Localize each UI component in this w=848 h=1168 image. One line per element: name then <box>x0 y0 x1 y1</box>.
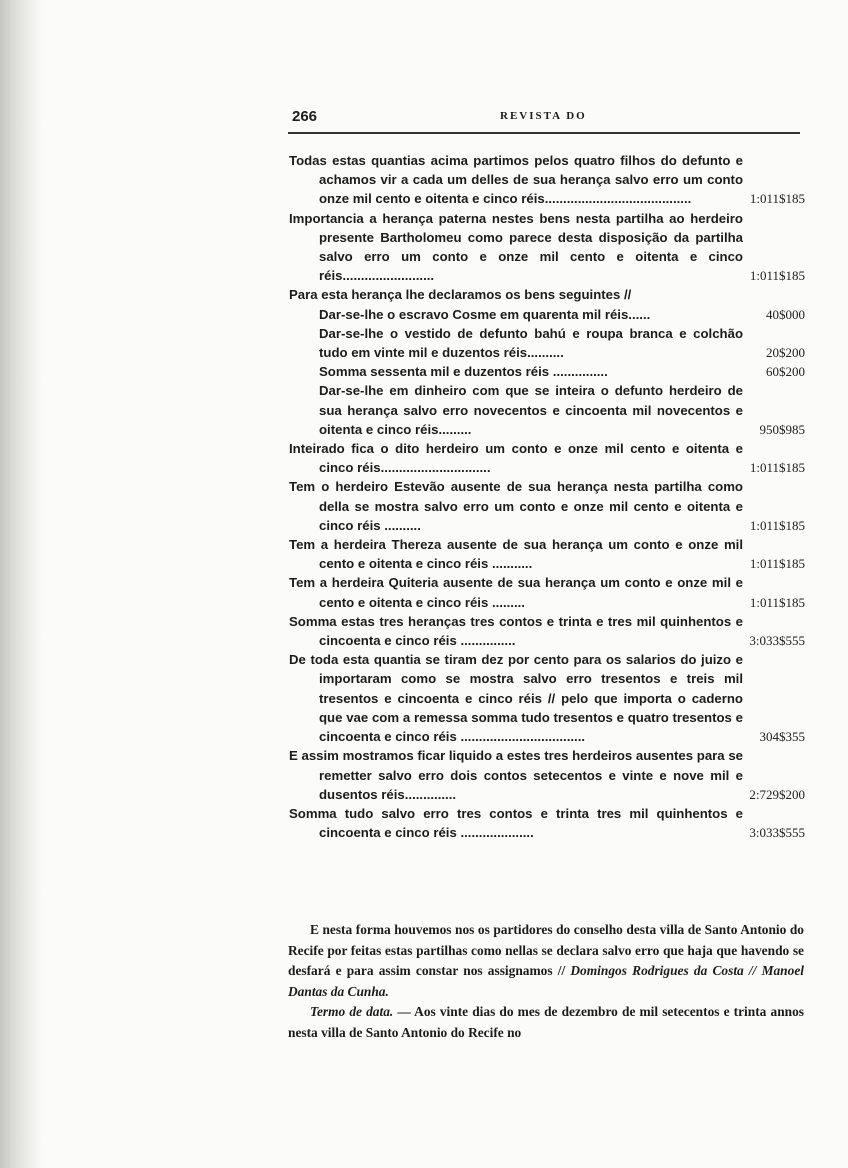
ledger-entry <box>289 209 805 286</box>
entry-amount: 304$355 <box>759 729 805 745</box>
ledger-entry <box>289 535 805 573</box>
entry-text: Importancia a herança paterna nestes bens nesta partilha ao herdeiro presente Bartholomeu como parece desta disposição da partilha salvo erro um conto e onze mil cento e oitenta e cinco réis......................... <box>289 210 743 284</box>
entry-amount: 40$000 <box>766 306 805 322</box>
entry-text: E assim mostramos ficar liquido a estes tres herdeiros ausentes para se remetter salvo erro dois contos setecentos e vinte e nove mil e dusentos réis.............. <box>289 748 743 802</box>
partition-entries-list <box>289 151 805 842</box>
term-text: — Aos vinte dias do mes de dezembro de mil setecentos e trinta annos nesta villa de Santo Antonio do Recife no <box>288 1004 804 1040</box>
closing-text: E nesta forma houvemos nos os partidores do conselho desta villa de Santo Antonio do Recife por feitas estas partilhas como nellas se declara salvo erro que haja que havendo se desfará e para assim constar nos assignamos // <box>288 922 804 979</box>
entry-amount: 1:011$185 <box>749 191 805 207</box>
entry-amount: 1:011$185 <box>749 556 805 572</box>
closing-paragraph <box>288 920 804 1002</box>
closing-section <box>288 920 804 1044</box>
term-heading: Termo de data. <box>310 1004 394 1020</box>
entry-amount: 1:011$185 <box>749 268 805 284</box>
entry-text: Tem a herdeira Quiteria ausente de sua herança um conto e onze mil e cento e oitenta e cinco réis ......... <box>289 575 743 610</box>
ledger-entry <box>289 362 805 381</box>
entry-text: Tem o herdeiro Estevão ausente de sua herança nesta partilha como della se mostra salvo erro um conto e onze mil cento e oitenta e cinco réis .......... <box>289 479 743 533</box>
entry-text: Para esta herança lhe declaramos os bens seguintes // <box>289 287 632 303</box>
entry-text: Dar-se-lhe o escravo Cosme em quarenta mil réis...... <box>319 306 651 322</box>
entry-text: Dar-se-lhe em dinheiro com que se inteira o defunto herdeiro de sua herança salvo erro novecentos e cincoenta mil novecentos e oitenta e cinco réis......... <box>319 383 743 437</box>
ledger-entry <box>289 804 805 842</box>
entry-amount: 950$985 <box>759 421 805 437</box>
ledger-entry <box>289 477 805 535</box>
entry-text: Inteirado fica o dito herdeiro um conto e onze mil cento e oitenta e cinco réis.............................. <box>289 441 743 476</box>
entry-amount: 20$200 <box>766 345 805 361</box>
header-rule <box>288 132 800 134</box>
entry-amount: 3:033$555 <box>749 633 805 649</box>
signatures: Domingos Rodrigues da Costa // Manoel Dantas da Cunha. <box>288 963 804 999</box>
ledger-entry <box>289 746 805 804</box>
term-paragraph <box>288 1002 804 1043</box>
ledger-entry <box>289 573 805 611</box>
ledger-entry <box>289 650 805 746</box>
entry-amount: 60$200 <box>766 364 805 380</box>
entry-text: Somma estas tres heranças tres contos e trinta e tres mil quinhentos e cincoenta e cinco réis ............... <box>289 613 743 649</box>
entry-text: Somma sessenta mil e duzentos réis ............... <box>319 364 608 380</box>
entry-text: Dar-se-lhe o vestido de defunto bahú e roupa branca e colchão tudo em vinte mil e duzentos réis.......... <box>319 325 743 361</box>
page-number: 266 <box>292 108 318 125</box>
entry-text: Todas estas quantias acima partimos pelos quatro filhos do defunto e achamos vir a cada um delles de sua herança salvo erro um conto onze mil cento e oitenta e cinco réis........................................ <box>289 153 743 207</box>
entry-text: Tem a herdeira Thereza ausente de sua herança um conto e onze mil cento e oitenta e cinco réis ........... <box>289 537 743 572</box>
entry-amount: 1:011$185 <box>749 460 805 476</box>
ledger-entry <box>289 285 805 304</box>
ledger-entry <box>289 324 805 362</box>
ledger-entry <box>289 151 805 209</box>
running-title: REVISTA DO <box>500 110 587 122</box>
page-binding-shadow <box>0 0 44 1168</box>
entry-text: De toda esta quantia se tiram dez por cento para os salarios do juizo e importaram como se mostra salvo erro tresentos e treis mil tresentos e cincoenta e cinco réis // pelo que importa o caderno que vae com a remessa somma tudo tresentos e quatro tresentos e cincoenta e cinco réis .................................. <box>289 652 743 745</box>
entry-amount: 1:011$185 <box>749 517 805 533</box>
ledger-entry <box>289 381 805 439</box>
ledger-entry <box>289 612 805 650</box>
entry-amount: 1:011$185 <box>749 594 805 610</box>
entry-amount: 3:033$555 <box>749 825 805 841</box>
entry-amount: 2:729$200 <box>749 786 805 802</box>
ledger-entry <box>289 439 805 477</box>
ledger-entry <box>289 305 805 324</box>
entry-text: Somma tudo salvo erro tres contos e trinta tres mil quinhentos e cincoenta e cinco réis .................... <box>289 805 743 841</box>
page-header <box>288 108 800 132</box>
